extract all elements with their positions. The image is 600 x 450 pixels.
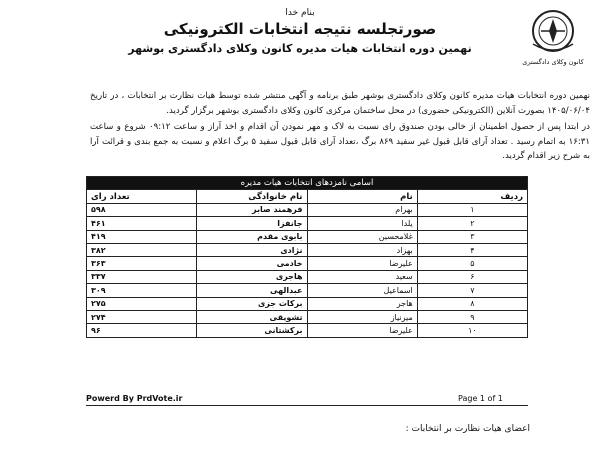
cell-votes: ۴۶۱: [87, 217, 197, 230]
cell-votes: ۳۳۷: [87, 270, 197, 283]
cell-votes: ۵۹۸: [87, 203, 197, 216]
page-number: Page 1 of 1: [458, 394, 503, 403]
table-row: [87, 270, 528, 283]
cell-family: فرهمند صابر: [197, 203, 307, 216]
cell-index: ۴: [417, 243, 527, 256]
document-subtitle: نهمین دوره انتخابات هیات مدیره کانون وکلای دادگستری بوشهر: [128, 42, 472, 55]
document-title: صورتجلسه نتیجه انتخابات الکترونیکی: [163, 20, 437, 38]
cell-index: ۶: [417, 270, 527, 283]
cell-name: بهرام: [307, 203, 417, 216]
cell-index: ۸: [417, 297, 527, 310]
header-votes: تعداد رای: [87, 190, 197, 203]
intro-paragraph: نهمین دوره انتخابات هیات مدیره کانون وکلای دادگستری بوشهر طبق برنامه و آگهی منتشر شده توسط هیات نظارت بر انتخابات ، در تاریخ ۱۴۰۵/۰۶/۰۴ بصورت آنلاین (الکترونیکی حضوری) در محل ساختمان مرکزی کانون وکلای دادگستری بوشهر برگزار گردید.: [90, 91, 590, 116]
cell-name: علیرضا: [307, 324, 417, 337]
table-header-row: [87, 190, 528, 203]
cell-index: ۷: [417, 284, 527, 297]
cell-name: سعید: [307, 270, 417, 283]
cell-index: ۳: [417, 230, 527, 243]
table-row: [87, 310, 528, 323]
cell-family: هاجری: [197, 270, 307, 283]
cell-index: ۱: [417, 203, 527, 216]
table-caption: اسامی نامزدهای انتخابات هیات مدیره: [87, 177, 528, 190]
cell-family: تشویقی: [197, 310, 307, 323]
header-index: ردیف: [417, 190, 527, 203]
table-row: [87, 217, 528, 230]
cell-votes: ۳۶۳: [87, 257, 197, 270]
cell-votes: ۲۷۵: [87, 297, 197, 310]
table-row: [87, 203, 528, 216]
table-row: [87, 243, 528, 256]
powered-by: Powerd By PrdVote.ir: [86, 394, 183, 403]
cell-family: برکشتانی: [197, 324, 307, 337]
cell-name: هاجر: [307, 297, 417, 310]
emblem-icon: [518, 6, 588, 56]
cell-family: خادمی: [197, 257, 307, 270]
cell-votes: ۹۶: [87, 324, 197, 337]
cell-family: نژادی: [197, 243, 307, 256]
table-row: [87, 284, 528, 297]
cell-name: اسماعیل: [307, 284, 417, 297]
cell-name: علیرضا: [307, 257, 417, 270]
cell-family: برکات جزی: [197, 297, 307, 310]
cell-family: عبدالهی: [197, 284, 307, 297]
cell-name: میرنیاز: [307, 310, 417, 323]
table-row: [87, 297, 528, 310]
cell-votes: ۲۷۴: [87, 310, 197, 323]
table-row: [87, 324, 528, 337]
candidates-table: [86, 176, 528, 338]
cell-votes: ۴۱۹: [87, 230, 197, 243]
cell-votes: ۳۰۹: [87, 284, 197, 297]
supervisors-signature-label: اعضای هیات نظارت بر انتخابات :: [405, 424, 530, 434]
cell-name: یلدا: [307, 217, 417, 230]
table-row: [87, 257, 528, 270]
cell-family: بابوی مقدم: [197, 230, 307, 243]
cell-index: ۹: [417, 310, 527, 323]
procedure-paragraph: در ابتدا پس از حصول اطمینان از خالی بودن صندوق رای نسبت به لاک و مهر نمودن آن اقدام و اخذ آراز و ساعت ۰۹:۱۲ شروع و ساعت ۱۶:۳۱ به اتمام رسید . تعداد آرای قابل قبول غیر سفید ۸۶۹ برگ ،تعداد آرای قابل قبول سفید ۵ برگ اعلام و نسبت به جمع بندی و قرائت آرا به شرح زیر اقدام گردید.: [90, 122, 591, 161]
cell-family: جانفزا: [197, 217, 307, 230]
header-name: نام: [307, 190, 417, 203]
cell-index: ۱۰: [417, 324, 527, 337]
cell-name: غلامحسین: [307, 230, 417, 243]
cell-index: ۲: [417, 217, 527, 230]
table-caption-row: [87, 177, 528, 190]
table-row: [87, 230, 528, 243]
cell-index: ۵: [417, 257, 527, 270]
cell-votes: ۳۸۲: [87, 243, 197, 256]
footer-divider: [86, 405, 528, 406]
logo-caption: کانون وکلای دادگستری: [522, 58, 584, 66]
bar-association-logo: [518, 6, 588, 64]
header-family: نام خانوادگی: [197, 190, 307, 203]
cell-name: بهزاد: [307, 243, 417, 256]
bismillah: بنام خدا: [285, 8, 315, 18]
